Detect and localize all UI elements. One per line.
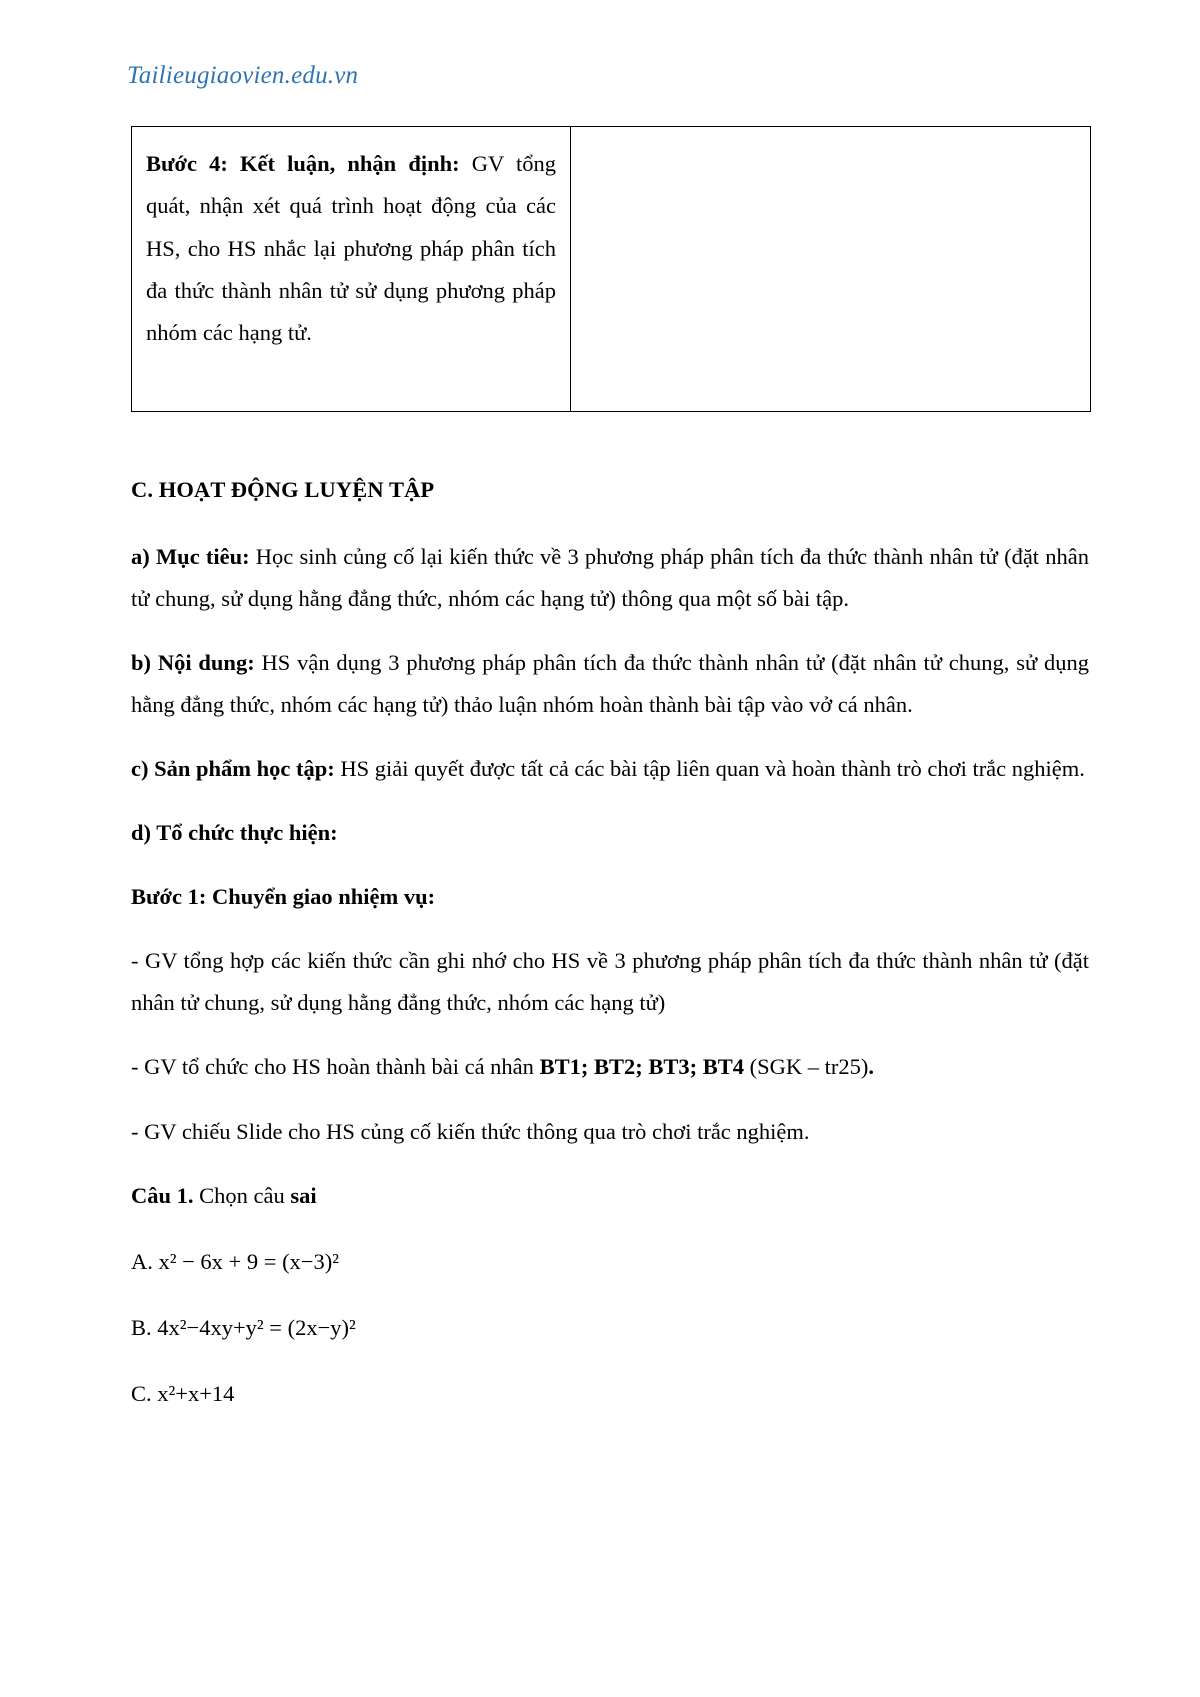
section-d-label: d) Tổ chức thực hiện: bbox=[131, 820, 338, 846]
quiz-option-c-letter: C. bbox=[131, 1380, 152, 1406]
table-cell-right bbox=[571, 127, 1091, 412]
bullet-gv-to-chuc bbox=[131, 1046, 1089, 1088]
bullet-2-period: . bbox=[868, 1054, 874, 1080]
bullet-gv-tong-hop bbox=[131, 940, 1089, 1024]
section-a-text: Học sinh củng cố lại kiến thức về 3 phương pháp phân tích đa thức thành nhân tử (đặt nhân tử chung, sử dụng hằng đẳng thức, nhóm các hạng tử) thông qua một số bài tập. bbox=[131, 543, 1089, 611]
quiz-option-a-letter: A. bbox=[131, 1248, 153, 1274]
table-row bbox=[132, 127, 1091, 412]
quiz-question-emphasis: sai bbox=[290, 1182, 317, 1208]
bullet-2-suffix: (SGK – tr25) bbox=[743, 1054, 869, 1080]
section-c-text: HS giải quyết được tất cả các bài tập liên quan và hoàn thành trò chơi trắc nghiệm. bbox=[334, 756, 1085, 782]
section-b-label: b) Nội dung: bbox=[131, 650, 255, 675]
bullet-2-bt-list: BT1; BT2; BT3; BT4 bbox=[539, 1054, 744, 1080]
bullet-1-text: - GV tổng hợp các kiến thức cần ghi nhớ cho HS về 3 phương pháp phân tích đa thức thành nhân tử (đặt nhân tử chung, sử dụng hằng đẳng thức, nhóm các hạng tử) bbox=[131, 948, 1089, 1016]
bullet-2-prefix: - GV tổ chức cho HS hoàn thành bài cá nhân bbox=[131, 1054, 540, 1080]
section-a-label: a) Mục tiêu: bbox=[131, 543, 250, 569]
section-c-label: c) Sản phẩm học tập: bbox=[131, 756, 335, 782]
quiz-option-b-text: 4x²−4xy+y² = (2x−y)² bbox=[151, 1314, 356, 1340]
step4-cell-text bbox=[132, 127, 570, 372]
step1-heading bbox=[131, 876, 1089, 918]
quiz-option-a-text: x² − 6x + 9 = (x−3)² bbox=[152, 1248, 339, 1274]
page-title: C. HOẠT ĐỘNG LUYỆN TẬP bbox=[131, 477, 435, 502]
quiz-option-b-letter: B. bbox=[131, 1314, 152, 1340]
bullet-3-text: - GV chiếu Slide cho HS củng cố kiến thức thông qua trò chơi trắc nghiệm. bbox=[131, 1118, 810, 1144]
activity-table bbox=[131, 126, 1091, 412]
step4-label: Bước 4: Kết luận, nhận định: bbox=[146, 151, 460, 176]
quiz-option-b bbox=[131, 1307, 1089, 1349]
section-b-noi-dung bbox=[131, 642, 1089, 726]
section-d-to-chuc bbox=[131, 812, 1089, 854]
quiz-question-number: Câu 1. bbox=[131, 1182, 194, 1208]
quiz-option-c-text: x²+x+14 bbox=[151, 1380, 235, 1406]
step4-text: GV tổng quát, nhận xét quá trình hoạt động của các HS, cho HS nhắc lại phương pháp phân tích đa thức thành nhân tử sử dụng phương pháp nhóm các hạng tử. bbox=[146, 151, 557, 346]
quiz-question-1 bbox=[131, 1175, 1089, 1217]
quiz-option-a bbox=[131, 1241, 1089, 1283]
bullet-gv-chieu-slide bbox=[131, 1111, 1089, 1153]
section-b-text: HS vận dụng 3 phương pháp phân tích đa thức thành nhân tử (đặt nhân tử chung, sử dụng hằng đẳng thức, nhóm các hạng tử) thảo luận nhóm hoàn thành bài tập vào vở cá nhân. bbox=[131, 650, 1090, 718]
site-watermark: Tailieugiaovien.edu.vn bbox=[127, 62, 359, 89]
table-cell-right-text bbox=[571, 127, 1090, 411]
section-c-san-pham bbox=[131, 748, 1089, 790]
document-content bbox=[131, 126, 1089, 1415]
step1-heading-label: Bước 1: Chuyển giao nhiệm vụ: bbox=[131, 884, 436, 910]
section-a-muc-tieu bbox=[131, 536, 1089, 620]
quiz-question-stem: Chọn câu bbox=[193, 1182, 291, 1208]
quiz-option-c bbox=[131, 1373, 1089, 1415]
table-cell-left bbox=[132, 127, 571, 412]
